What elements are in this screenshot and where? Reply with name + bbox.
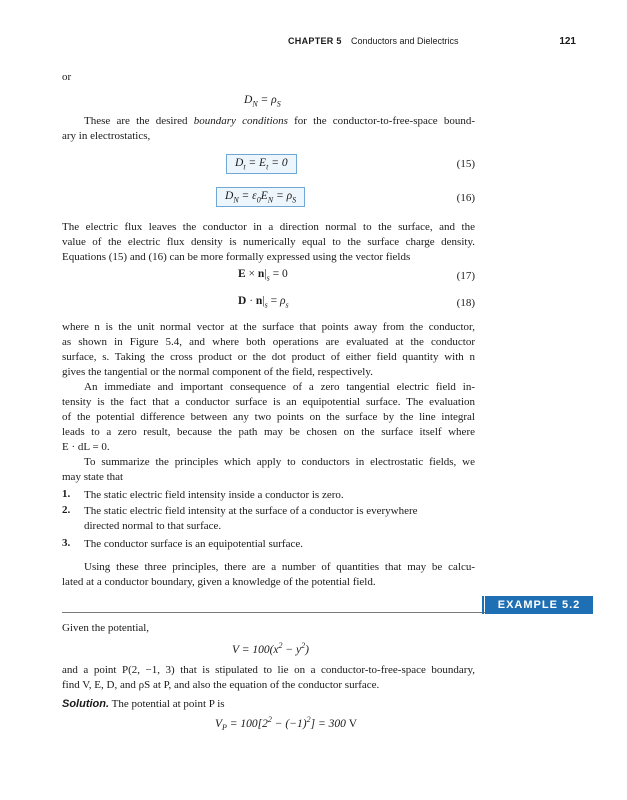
chapter-label: CHAPTER 5 bbox=[288, 36, 342, 46]
list-item-2-text-line1: The static electric field intensity at the surface of a conductor is everywhere bbox=[84, 505, 418, 517]
example-given: Given the potential, bbox=[62, 622, 150, 634]
paragraph-principles-line2: lated at a conductor boundary, given a knowledge of the potential field. bbox=[62, 576, 376, 588]
p1-pre: These are the desired bbox=[84, 115, 188, 127]
paragraph-flux-line2: value of the electric flux density is numerically equal to the surface charge density. bbox=[62, 236, 475, 248]
paragraph-flux-line3: Equations (15) and (16) can be more formally expressed using the vector fields bbox=[62, 251, 411, 263]
p1-post: for the conductor-to-free-space bound- bbox=[294, 115, 475, 127]
paragraph-boundary-line2: ary in electrostatics, bbox=[62, 130, 151, 142]
equation-18: $D \cdot n|_s = \rho_s$ bbox=[238, 295, 289, 310]
paragraph-summary-line1: To summarize the principles which apply to conductors in electrostatic fields, we bbox=[84, 456, 475, 468]
solution-line bbox=[62, 697, 475, 712]
paragraph-flux-line1: The electric flux leaves the conductor in a direction normal to the surface, and the bbox=[62, 221, 475, 233]
paragraph-equipotential-line4: leads to a zero result, because the path may be chosen on the surface itself where bbox=[62, 426, 475, 438]
list-item-3-number: 3. bbox=[62, 537, 71, 549]
paragraph-equipotential-line3: of the potential difference between any two points on the surface by the line integral bbox=[62, 411, 475, 423]
equation-dn: $D_N = \rho_S$ bbox=[244, 94, 281, 109]
equation-15-box: $D_t = E_t = 0$ bbox=[226, 154, 297, 174]
list-item-2-text-line2: directed normal to that surface. bbox=[84, 520, 222, 532]
paragraph-normal-line1: where n is the unit normal vector at the surface that points away from the conductor, bbox=[62, 321, 475, 333]
equation-15-number: (15) bbox=[456, 158, 475, 170]
list-item-1-number: 1. bbox=[62, 488, 71, 500]
paragraph-boundary-line1 bbox=[62, 114, 475, 129]
example-badge: EXAMPLE 5.2 bbox=[485, 596, 593, 614]
example-text-line1: and a point P(2, −1, 3) that is stipulated to lie on a conductor-to-free-space boundary, bbox=[62, 664, 475, 676]
paragraph-normal-line3: surface, s. Taking the cross product or the dot product of either field quantity with n bbox=[62, 351, 475, 363]
list-item-3-text: The conductor surface is an equipotential surface. bbox=[84, 538, 303, 550]
equation-vp: $V_P = 100[2^2 - (-1)^2] = 300$ V bbox=[215, 715, 358, 733]
solution-label: Solution. bbox=[62, 698, 110, 710]
paragraph-equipotential-line5: E · dL = 0. bbox=[62, 441, 110, 453]
paragraph-normal-line2: as shown in Figure 5.4, and where both operations are evaluated at the conductor bbox=[62, 336, 475, 348]
paragraph-normal-line4: gives the tangential or the normal component of the field, respectively. bbox=[62, 366, 373, 378]
paragraph-principles-line1: Using these three principles, there are a number of quantities that may be calcu- bbox=[84, 561, 475, 573]
equation-16-number: (16) bbox=[456, 192, 475, 204]
chapter-title: Conductors and Dielectrics bbox=[351, 36, 459, 46]
example-text-line2: find V, E, D, and ρS at P, and also the equation of the conductor surface. bbox=[62, 679, 380, 691]
page-number: 121 bbox=[559, 36, 576, 47]
example-divider bbox=[62, 612, 485, 613]
equation-16-box: $D_N = \varepsilon_0E_N = \rho_S$ bbox=[216, 187, 305, 207]
paragraph-equipotential-line2: tensity is the fact that a conductor surface is an equipotential surface. The evaluation bbox=[62, 396, 475, 408]
p1-emphasis: boundary conditions bbox=[193, 115, 288, 127]
equation-potential: $V = 100(x^2 - y^2)$ bbox=[232, 641, 309, 656]
list-item-1-text: The static electric field intensity inside a conductor is zero. bbox=[84, 489, 344, 501]
equation-17-number: (17) bbox=[456, 270, 475, 282]
solution-text: The potential at point P is bbox=[111, 698, 225, 710]
list-item-2-number: 2. bbox=[62, 504, 71, 516]
or-word: or bbox=[62, 71, 72, 83]
paragraph-summary-line2: may state that bbox=[62, 471, 124, 483]
paragraph-equipotential-line1: An immediate and important consequence of a zero tangential electric field in- bbox=[84, 381, 475, 393]
equation-18-number: (18) bbox=[456, 297, 475, 309]
equation-17: $E \times n|_s = 0$ bbox=[238, 268, 288, 283]
